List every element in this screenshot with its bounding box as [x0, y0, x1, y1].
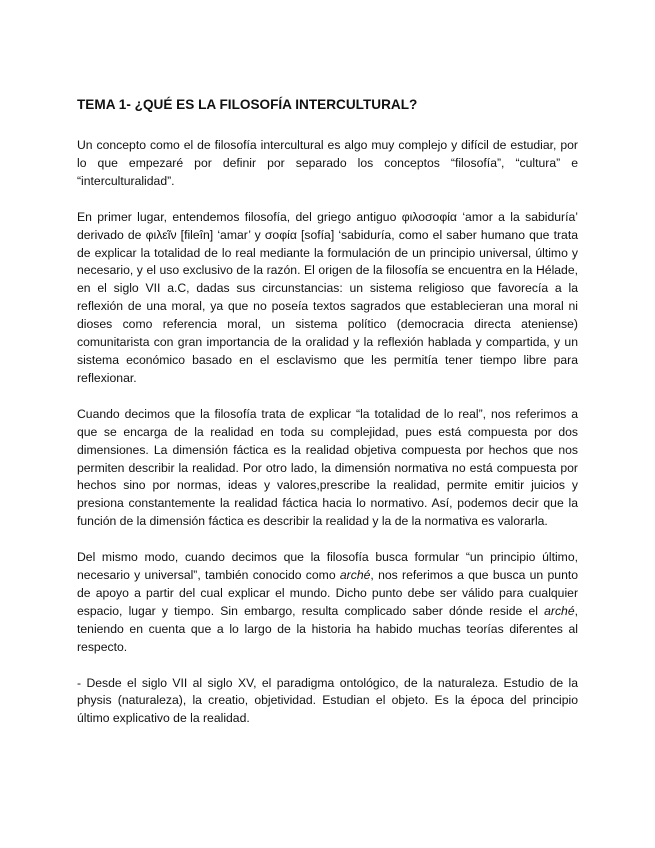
paragraph-arche: [77, 549, 578, 656]
arche-text-part-2: , nos referimos a que busca un punto de apoyo a partir del cual explicar el mundo. Dicho punto debe ser válido para cualquier espacio, lugar y tiempo. Sin embargo, resulta complicado saber dónde reside el: [77, 568, 579, 618]
document-page: [77, 96, 578, 746]
arche-text-part-1: Del mismo modo, cuando decimos que la filosofía busca formular “un principio último, necesario y universal”, también conocido como: [77, 550, 578, 583]
paragraph-intro: Un concepto como el de filosofía intercultural es algo muy complejo y difícil de estudiar, por lo que empezaré por definir por separado los conceptos “filosofía”, “cultura” e “interculturalidad”.: [77, 138, 578, 188]
arche-term: arché: [339, 568, 371, 583]
arche-text-part-3: , teniendo en cuenta que a lo largo de la historia ha habido muchas teorías diferentes al respecto.: [77, 603, 578, 654]
paragraph-totality-of-reality: Cuando decimos que la filosofía trata de explicar “la totalidad de lo real”, nos referimos a que se encarga de la realidad en toda su complejidad, pues está compuesta por dos dimensiones. La dimensión fáctica es la realidad objetiva compuesta por hechos que nos permiten describir la realidad. Por otro lado, la dimensión normativa no está compuesta por hechos sino por normas, ideas y valores,prescribe la realidad, permite emitir juicios y presiona constantemente la realidad fáctica hacia lo normativo. Así, podemos decir que la función de la dimensión fáctica es describir la realidad y la de la normativa es valorarla.: [77, 406, 578, 529]
paragraph-ontological-paradigm: - Desde el siglo VII al siglo XV, el paradigma ontológico, de la naturaleza. Estudio de la physis (naturaleza), la creatio, objetividad. Estudian el objeto. Es la época del principio último explicativo de la realidad.: [77, 675, 578, 726]
document-title: TEMA 1- ¿QUÉ ES LA FILOSOFÍA INTERCULTURAL?: [77, 97, 418, 112]
arche-term: arché: [544, 603, 575, 618]
paragraph-philosophy-definition: En primer lugar, entendemos filosofía, del griego antiguo φιλοσοφία ‘amor a la sabiduría’ derivado de φιλεῖν [fileîn] ‘amar’ y σοφία [sofía] ‘sabiduría, como el saber humano que trata de explicar la totalidad de lo real mediante la formulación de un principio universal, último y necesario, y el uso exclusivo de la razón. El origen de la filosofía se encuentra en la Hélade, en el siglo VII a.C, dadas sus circunstancias: un sistema religioso que favorecía a la reflexión de una moral, ya que no poseía textos sagrados que establecieran una moral ni dioses como referencia moral, un sistema político (democracia directa ateniense) comunitarista con gran importancia de la oralidad y la reflexión hablada y compartida, y un sistema económico basado en el esclavismo que les permitía tener tiempo libre para reflexionar.: [77, 209, 578, 385]
